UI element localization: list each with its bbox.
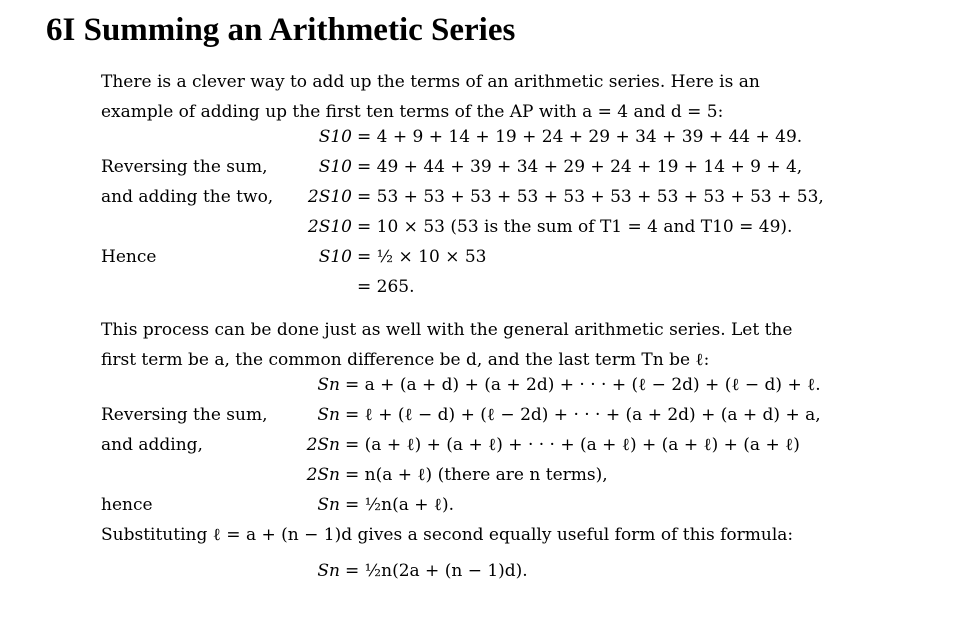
equation-lhs: 2S10 bbox=[307, 217, 352, 237]
general-line: This process can be done just as well with the general arithmetic series. Let the bbox=[101, 320, 793, 340]
equation-rhs: = 265. bbox=[357, 277, 415, 297]
equation-row bbox=[0, 157, 966, 187]
equation-lhs: Sn bbox=[317, 375, 340, 395]
equation-lhs: S10 bbox=[318, 127, 352, 147]
equation-row bbox=[0, 405, 966, 435]
equation-rhs: = n(a + ℓ) (there are n terms), bbox=[345, 465, 608, 485]
section-heading: 6I Summing an Arithmetic Series bbox=[46, 12, 516, 48]
equation-row bbox=[0, 495, 966, 525]
equation-row bbox=[0, 187, 966, 217]
equation-rhs: = ½n(2a + (n − 1)d). bbox=[345, 561, 528, 581]
equation-row bbox=[0, 127, 966, 157]
equation-row bbox=[0, 465, 966, 495]
equation-rhs: = 53 + 53 + 53 + 53 + 53 + 53 + 53 + 53 + 53 + 53, bbox=[357, 187, 824, 207]
equation-lhs: 2Sn bbox=[306, 465, 340, 485]
equation-lhs: Sn bbox=[317, 561, 340, 581]
substitution-line bbox=[0, 525, 966, 555]
equation-rhs: = ℓ + (ℓ − d) + (ℓ − 2d) + · · · + (a + 2d) + (a + d) + a, bbox=[345, 405, 821, 425]
equation-rhs: = a + (a + d) + (a + 2d) + · · · + (ℓ − 2d) + (ℓ − d) + ℓ. bbox=[345, 375, 821, 395]
equation-row bbox=[0, 247, 966, 277]
equation-lhs: Sn bbox=[317, 405, 340, 425]
equation-rhs: = 10 × 53 (53 is the sum of T1 = 4 and T10 = 49). bbox=[357, 217, 793, 237]
equation-lhs: S10 bbox=[318, 247, 352, 267]
equation-row bbox=[0, 375, 966, 405]
equation-label: Reversing the sum, bbox=[101, 405, 268, 425]
equation-label: Reversing the sum, bbox=[101, 157, 268, 177]
equation-label: and adding the two, bbox=[101, 187, 274, 207]
equation-rhs: = (a + ℓ) + (a + ℓ) + · · · + (a + ℓ) + (a + ℓ) + (a + ℓ) bbox=[345, 435, 800, 455]
equation-lhs: Sn bbox=[317, 495, 340, 515]
equation-rhs: = ½ × 10 × 53 bbox=[357, 247, 487, 267]
general-paragraph bbox=[101, 315, 871, 375]
intro-paragraph bbox=[101, 67, 871, 127]
general-line: first term be a, the common difference be d, and the last term Tn be ℓ: bbox=[101, 350, 710, 370]
equation-lhs: 2Sn bbox=[306, 435, 340, 455]
equation-rhs: = 4 + 9 + 14 + 19 + 24 + 29 + 34 + 39 + 44 + 49. bbox=[357, 127, 803, 147]
equation-label: Hence bbox=[101, 247, 157, 267]
equation-row bbox=[0, 217, 966, 247]
equation-lhs: 2S10 bbox=[307, 187, 352, 207]
final-formula bbox=[0, 561, 966, 591]
substitution-text: Substituting ℓ = a + (n − 1)d gives a second equally useful form of this formula: bbox=[101, 525, 794, 545]
intro-line: There is a clever way to add up the terms of an arithmetic series. Here is an bbox=[101, 72, 760, 92]
equation-row bbox=[0, 277, 966, 307]
intro-line: example of adding up the first ten terms of the AP with a = 4 and d = 5: bbox=[101, 102, 724, 122]
equation-rhs: = ½n(a + ℓ). bbox=[345, 495, 455, 515]
equation-row bbox=[0, 435, 966, 465]
equation-label: and adding, bbox=[101, 435, 203, 455]
equation-lhs: S10 bbox=[318, 157, 352, 177]
equation-label: hence bbox=[101, 495, 153, 515]
equation-rhs: = 49 + 44 + 39 + 34 + 29 + 24 + 19 + 14 + 9 + 4, bbox=[357, 157, 803, 177]
